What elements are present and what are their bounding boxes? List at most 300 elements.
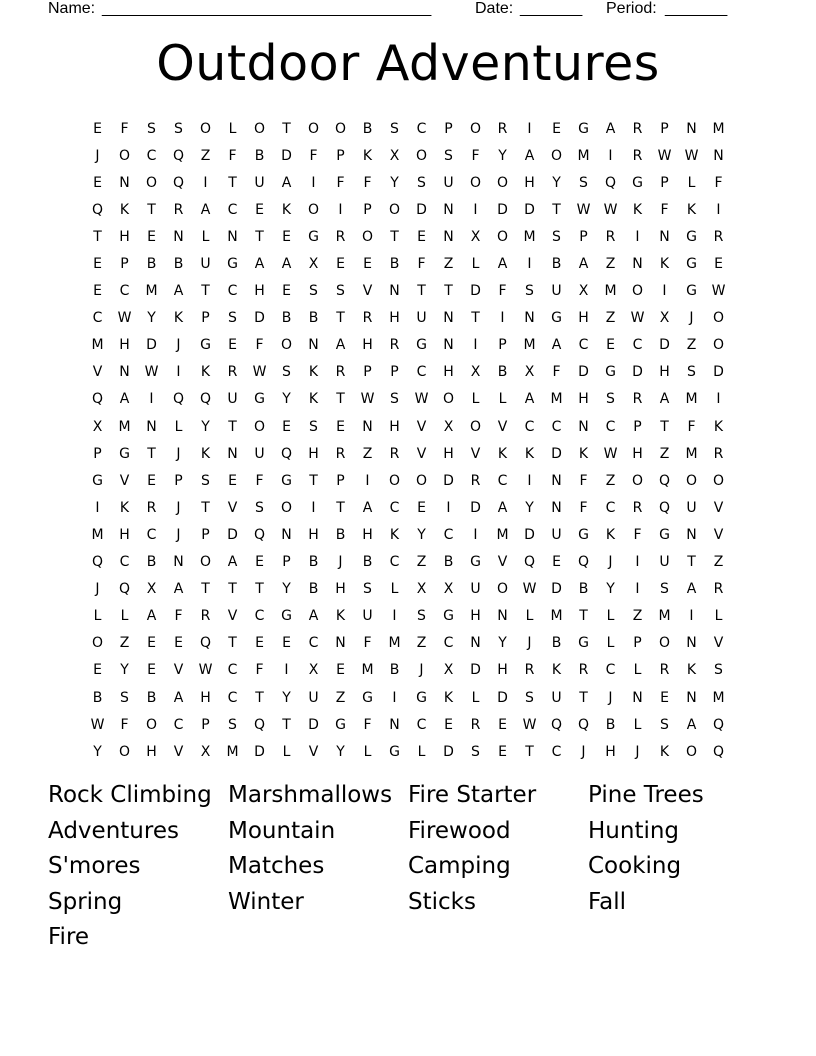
- grid-letter: J: [338, 554, 343, 571]
- grid-letter: W: [576, 201, 591, 218]
- word-bank-item: Firewood: [408, 817, 511, 844]
- grid-letter: C: [227, 689, 238, 706]
- grid-letter: R: [389, 337, 400, 354]
- grid-letter: D: [470, 662, 481, 679]
- grid-letter: C: [551, 418, 562, 435]
- grid-letter: G: [551, 310, 562, 327]
- grid-letter: W: [522, 581, 537, 598]
- grid-letter: X: [470, 364, 481, 381]
- grid-letter: S: [309, 283, 318, 300]
- grid-letter: G: [470, 554, 481, 571]
- grid-letter: V: [416, 445, 427, 462]
- grid-letter: I: [716, 391, 721, 408]
- grid-letter: E: [93, 662, 102, 679]
- grid-letter: E: [255, 201, 264, 218]
- grid-letter: H: [659, 364, 670, 381]
- grid-letter: R: [632, 147, 643, 164]
- grid-letter: H: [335, 581, 346, 598]
- grid-letter: V: [119, 472, 130, 489]
- grid-letter: S: [417, 608, 426, 625]
- grid-letter: O: [469, 120, 482, 137]
- grid-letter: S: [444, 147, 453, 164]
- grid-letter: S: [417, 174, 426, 191]
- grid-letter: C: [389, 554, 400, 571]
- grid-letter: N: [632, 256, 643, 273]
- grid-letter: O: [685, 472, 698, 489]
- grid-letter: T: [255, 228, 264, 245]
- grid-letter: S: [390, 391, 399, 408]
- grid-letter: C: [227, 662, 238, 679]
- word-bank-item: Pine Trees: [588, 782, 704, 808]
- grid-letter: W: [630, 310, 645, 327]
- grid-letter: P: [282, 554, 291, 571]
- grid-letter: U: [470, 581, 481, 598]
- grid-letter: I: [311, 499, 316, 516]
- grid-letter: X: [443, 581, 454, 598]
- grid-letter: S: [687, 364, 696, 381]
- grid-letter: T: [201, 499, 210, 516]
- grid-letter: H: [578, 391, 589, 408]
- grid-letter: M: [361, 662, 374, 679]
- grid-letter: P: [444, 120, 453, 137]
- grid-letter: W: [522, 716, 537, 733]
- grid-letter: F: [255, 662, 264, 679]
- grid-letter: T: [228, 418, 237, 435]
- word-bank-item: Adventures: [48, 817, 179, 844]
- grid-letter: Y: [606, 581, 615, 598]
- grid-letter: A: [146, 608, 157, 625]
- grid-letter: A: [497, 256, 508, 273]
- grid-letter: D: [632, 364, 643, 381]
- grid-letter: N: [551, 472, 562, 489]
- grid-letter: D: [497, 201, 508, 218]
- grid-letter: I: [662, 283, 667, 300]
- grid-letter: T: [660, 418, 669, 435]
- grid-letter: F: [120, 716, 129, 733]
- word-bank: [48, 779, 768, 957]
- grid-letter: J: [176, 499, 181, 516]
- grid-letter: O: [253, 120, 266, 137]
- grid-letter: B: [281, 310, 292, 327]
- grid-letter: U: [686, 499, 697, 516]
- grid-letter: Q: [199, 635, 212, 652]
- grid-letter: E: [714, 256, 723, 273]
- word-bank-item: Marshmallows: [228, 782, 393, 808]
- grid-letter: Y: [282, 689, 291, 706]
- grid-letter: S: [120, 689, 129, 706]
- grid-letter: J: [176, 526, 181, 543]
- grid-letter: M: [523, 228, 536, 245]
- grid-letter: P: [201, 716, 210, 733]
- grid-letter: F: [714, 174, 723, 191]
- grid-letter: N: [686, 635, 697, 652]
- grid-letter: F: [579, 499, 588, 516]
- grid-letter: E: [552, 120, 561, 137]
- grid-letter: J: [581, 743, 586, 760]
- grid-letter: G: [578, 526, 589, 543]
- grid-letter: S: [390, 120, 399, 137]
- grid-letter: N: [227, 228, 238, 245]
- grid-letter: K: [659, 256, 670, 273]
- grid-letter: C: [605, 662, 616, 679]
- grid-letter: O: [199, 554, 212, 571]
- grid-letter: L: [390, 581, 399, 598]
- grid-letter: K: [281, 201, 292, 218]
- grid-letter: R: [470, 472, 481, 489]
- grid-letter: Y: [147, 310, 156, 327]
- grid-letter: D: [308, 716, 319, 733]
- grid-letter: Q: [253, 716, 266, 733]
- grid-letter: E: [417, 499, 426, 516]
- grid-letter: B: [605, 716, 616, 733]
- header-line: [48, 0, 748, 20]
- grid-letter: B: [146, 256, 157, 273]
- grid-letter: T: [255, 689, 264, 706]
- grid-letter: I: [176, 364, 181, 381]
- grid-letter: W: [603, 445, 618, 462]
- grid-letter: V: [713, 635, 724, 652]
- grid-letter: B: [173, 256, 184, 273]
- grid-letter: O: [118, 743, 131, 760]
- grid-letter: T: [309, 472, 318, 489]
- grid-letter: R: [470, 716, 481, 733]
- grid-letter: A: [686, 716, 697, 733]
- grid-letter: L: [633, 716, 642, 733]
- grid-letter: F: [417, 256, 426, 273]
- grid-letter: F: [552, 364, 561, 381]
- word-bank-item: Hunting: [588, 817, 680, 844]
- grid-letter: C: [146, 526, 157, 543]
- grid-letter: S: [660, 581, 669, 598]
- grid-letter: D: [281, 147, 292, 164]
- grid-letter: T: [282, 716, 291, 733]
- grid-letter: L: [633, 662, 642, 679]
- grid-letter: I: [527, 472, 532, 489]
- grid-letter: J: [608, 554, 613, 571]
- grid-letter: H: [119, 337, 130, 354]
- grid-letter: A: [659, 391, 670, 408]
- letter-grid: [84, 115, 732, 765]
- grid-letter: M: [712, 689, 725, 706]
- grid-letter: D: [713, 364, 724, 381]
- grid-letter: R: [146, 499, 157, 516]
- grid-letter: F: [633, 526, 642, 543]
- grid-letter: W: [414, 391, 429, 408]
- grid-letter: S: [228, 716, 237, 733]
- grid-letter: H: [632, 445, 643, 462]
- grid-letter: Z: [335, 689, 346, 706]
- grid-letter: H: [362, 526, 373, 543]
- grid-letter: B: [362, 554, 373, 571]
- grid-letter: Y: [498, 147, 507, 164]
- grid-letter: L: [498, 391, 507, 408]
- grid-letter: N: [443, 310, 454, 327]
- grid-letter: K: [308, 391, 319, 408]
- grid-letter: O: [307, 201, 320, 218]
- grid-letter: Q: [199, 391, 212, 408]
- grid-letter: W: [711, 283, 726, 300]
- grid-letter: F: [228, 147, 237, 164]
- grid-letter: H: [119, 228, 130, 245]
- grid-letter: N: [146, 418, 157, 435]
- grid-letter: E: [336, 662, 345, 679]
- grid-letter: L: [714, 608, 723, 625]
- grid-letter: N: [686, 526, 697, 543]
- grid-letter: Z: [659, 445, 670, 462]
- grid-letter: C: [551, 743, 562, 760]
- grid-letter: E: [147, 228, 156, 245]
- grid-letter: P: [633, 418, 642, 435]
- word-bank-item: Spring: [48, 888, 123, 915]
- grid-letter: W: [603, 201, 618, 218]
- grid-letter: Z: [713, 554, 724, 571]
- grid-letter: E: [282, 635, 291, 652]
- grid-letter: N: [686, 689, 697, 706]
- grid-letter: T: [417, 283, 426, 300]
- grid-letter: F: [120, 120, 129, 137]
- grid-letter: S: [552, 228, 561, 245]
- grid-letter: O: [145, 174, 158, 191]
- grid-letter: N: [389, 716, 400, 733]
- grid-letter: P: [201, 526, 210, 543]
- grid-letter: D: [416, 201, 427, 218]
- grid-letter: O: [280, 499, 293, 516]
- grid-letter: M: [658, 608, 671, 625]
- grid-letter: X: [659, 310, 670, 327]
- date-label: Date:: [475, 0, 514, 17]
- grid-letter: K: [659, 743, 670, 760]
- grid-letter: M: [550, 391, 563, 408]
- grid-letter: Q: [712, 716, 725, 733]
- grid-letter: N: [659, 228, 670, 245]
- grid-letter: E: [417, 228, 426, 245]
- grid-letter: T: [579, 689, 588, 706]
- grid-letter: N: [119, 364, 130, 381]
- grid-letter: T: [228, 635, 237, 652]
- grid-letter: Y: [282, 581, 291, 598]
- grid-letter: H: [200, 689, 211, 706]
- grid-letter: D: [254, 743, 265, 760]
- grid-letter: S: [525, 689, 534, 706]
- grid-letter: N: [281, 526, 292, 543]
- grid-letter: Z: [200, 147, 211, 164]
- grid-letter: O: [199, 120, 212, 137]
- grid-letter: M: [604, 283, 617, 300]
- grid-letter: L: [228, 120, 237, 137]
- grid-letter: Z: [605, 256, 616, 273]
- grid-letter: A: [524, 391, 535, 408]
- grid-letter: F: [174, 608, 183, 625]
- grid-letter: F: [255, 337, 264, 354]
- grid-letter: V: [308, 743, 319, 760]
- grid-letter: O: [442, 391, 455, 408]
- grid-letter: R: [605, 228, 616, 245]
- grid-letter: M: [523, 337, 536, 354]
- grid-letter: E: [282, 228, 291, 245]
- grid-letter: A: [551, 337, 562, 354]
- grid-letter: Y: [336, 743, 345, 760]
- grid-letter: C: [443, 526, 454, 543]
- grid-letter: P: [120, 256, 129, 273]
- grid-letter: E: [93, 120, 102, 137]
- grid-letter: R: [632, 499, 643, 516]
- word-bank-item: Rock Climbing: [48, 782, 212, 808]
- grid-letter: N: [713, 147, 724, 164]
- grid-letter: T: [147, 445, 156, 462]
- grid-letter: L: [471, 256, 480, 273]
- grid-letter: Q: [91, 554, 104, 571]
- grid-letter: N: [335, 635, 346, 652]
- grid-letter: S: [606, 391, 615, 408]
- grid-letter: H: [497, 662, 508, 679]
- grid-letter: N: [308, 337, 319, 354]
- grid-letter: Y: [93, 743, 102, 760]
- grid-letter: D: [551, 445, 562, 462]
- grid-letter: K: [119, 499, 130, 516]
- grid-letter: G: [200, 337, 211, 354]
- grid-letter: M: [145, 283, 158, 300]
- grid-letter: N: [551, 499, 562, 516]
- grid-letter: X: [389, 147, 400, 164]
- grid-letter: K: [200, 364, 211, 381]
- grid-letter: I: [689, 608, 694, 625]
- grid-letter: O: [496, 581, 509, 598]
- grid-letter: O: [712, 337, 725, 354]
- grid-letter: C: [389, 499, 400, 516]
- grid-letter: G: [686, 256, 697, 273]
- grid-letter: G: [605, 364, 616, 381]
- grid-letter: I: [716, 201, 721, 218]
- grid-letter: O: [307, 120, 320, 137]
- grid-letter: M: [685, 445, 698, 462]
- grid-letter: X: [146, 581, 157, 598]
- grid-letter: H: [308, 526, 319, 543]
- grid-letter: G: [281, 608, 292, 625]
- grid-letter: E: [282, 418, 291, 435]
- grid-letter: E: [498, 743, 507, 760]
- grid-letter: S: [336, 283, 345, 300]
- grid-letter: V: [173, 743, 184, 760]
- grid-letter: Z: [686, 337, 697, 354]
- grid-letter: R: [497, 120, 508, 137]
- grid-letter: M: [388, 635, 401, 652]
- grid-letter: B: [308, 554, 319, 571]
- grid-letter: P: [633, 635, 642, 652]
- grid-letter: Q: [172, 174, 185, 191]
- grid-letter: Q: [604, 174, 617, 191]
- grid-letter: B: [254, 147, 265, 164]
- grid-letter: C: [443, 635, 454, 652]
- grid-letter: E: [93, 174, 102, 191]
- period-label: Period:: [606, 0, 657, 17]
- grid-letter: E: [228, 472, 237, 489]
- grid-letter: R: [335, 364, 346, 381]
- grid-letter: F: [255, 472, 264, 489]
- grid-letter: A: [686, 581, 697, 598]
- grid-letter: O: [334, 120, 347, 137]
- grid-letter: L: [282, 743, 291, 760]
- grid-letter: L: [201, 228, 210, 245]
- grid-letter: P: [93, 445, 102, 462]
- grid-letter: W: [117, 310, 132, 327]
- grid-letter: D: [470, 283, 481, 300]
- grid-letter: Q: [172, 391, 185, 408]
- grid-letter: O: [145, 716, 158, 733]
- grid-letter: E: [93, 256, 102, 273]
- grid-letter: P: [336, 147, 345, 164]
- grid-letter: L: [93, 608, 102, 625]
- grid-letter: K: [605, 526, 616, 543]
- grid-letter: B: [92, 689, 103, 706]
- grid-letter: A: [173, 689, 184, 706]
- grid-letter: T: [228, 581, 237, 598]
- grid-letter: S: [471, 743, 480, 760]
- grid-letter: Y: [282, 391, 291, 408]
- grid-letter: Q: [550, 716, 563, 733]
- grid-letter: O: [361, 228, 374, 245]
- grid-letter: U: [362, 608, 373, 625]
- grid-letter: C: [524, 418, 535, 435]
- grid-letter: S: [147, 120, 156, 137]
- grid-letter: G: [227, 256, 238, 273]
- grid-letter: K: [686, 201, 697, 218]
- grid-letter: I: [527, 120, 532, 137]
- grid-letter: O: [658, 635, 671, 652]
- grid-letter: L: [471, 391, 480, 408]
- grid-letter: S: [714, 662, 723, 679]
- grid-letter: Q: [577, 716, 590, 733]
- grid-letter: R: [713, 445, 724, 462]
- grid-letter: N: [227, 445, 238, 462]
- grid-letter: N: [443, 228, 454, 245]
- grid-letter: U: [551, 283, 562, 300]
- grid-letter: Y: [498, 635, 507, 652]
- grid-letter: G: [362, 689, 373, 706]
- grid-letter: Q: [577, 554, 590, 571]
- grid-letter: D: [551, 581, 562, 598]
- grid-letter: E: [174, 635, 183, 652]
- grid-letter: X: [308, 256, 319, 273]
- grid-letter: X: [416, 581, 427, 598]
- grid-letter: N: [686, 120, 697, 137]
- grid-letter: E: [147, 472, 156, 489]
- grid-letter: Y: [525, 499, 534, 516]
- grid-letter: Q: [91, 201, 104, 218]
- grid-letter: S: [174, 120, 183, 137]
- grid-letter: C: [416, 120, 427, 137]
- grid-letter: O: [550, 147, 563, 164]
- grid-letter: I: [635, 228, 640, 245]
- grid-letter: N: [632, 689, 643, 706]
- grid-letter: N: [389, 283, 400, 300]
- grid-letter: P: [336, 472, 345, 489]
- grid-letter: K: [173, 310, 184, 327]
- grid-letter: H: [362, 337, 373, 354]
- grid-letter: P: [660, 120, 669, 137]
- grid-letter: R: [227, 364, 238, 381]
- grid-letter: C: [254, 608, 265, 625]
- grid-letter: I: [635, 581, 640, 598]
- grid-letter: L: [120, 608, 129, 625]
- grid-letter: J: [176, 445, 181, 462]
- grid-letter: Q: [172, 147, 185, 164]
- grid-letter: T: [93, 228, 102, 245]
- grid-letter: S: [309, 418, 318, 435]
- grid-letter: T: [390, 228, 399, 245]
- grid-letter: P: [363, 364, 372, 381]
- grid-letter: H: [443, 364, 454, 381]
- grid-letter: W: [684, 147, 699, 164]
